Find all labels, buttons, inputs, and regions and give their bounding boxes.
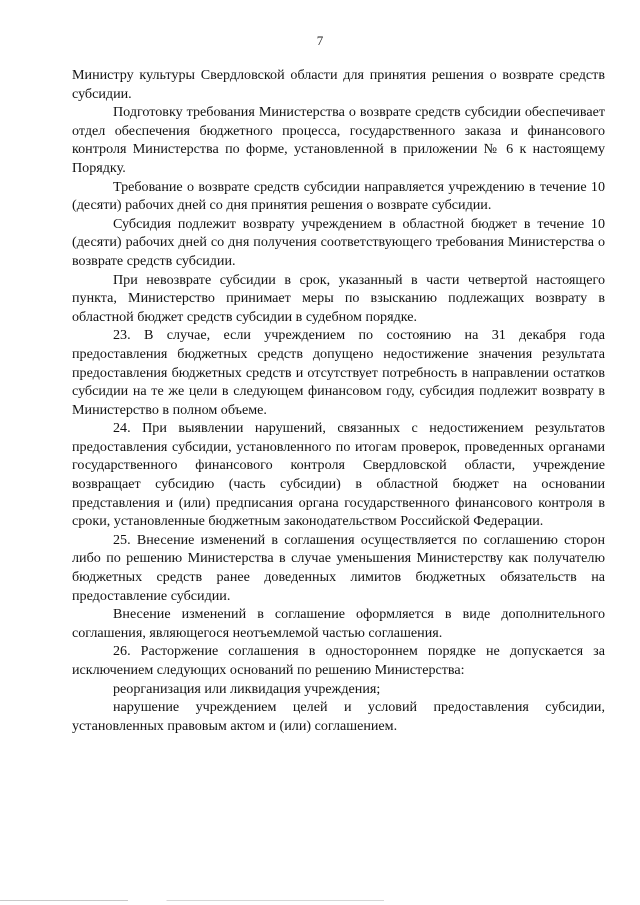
paragraph-item-23: 23. В случае, если учреждением по состоянию на 31 декабря года предоставления бюджетных средств допущено недостижение значения результата предоставления бюджетных средств и отсутствует потребность в направлении остатков субсидии на те же цели в следующем финансовом году, субсидия подлежит возврату в Министерство в полном объеме. [72,327,605,418]
document-body [72,66,605,735]
paragraph-amendment-form: Внесение изменений в соглашение оформляется в виде дополнительного соглашения, являющегося неотъемлемой частью соглашения. [72,606,605,641]
scan-edge-line [0,900,640,901]
paragraph-requirement-preparation: Подготовку требования Министерства о возврате средств субсидии обеспечивает отдел обеспечения бюджетного процесса, государственного заказа и финансового контроля Министерства по форме, установленной в приложении № 6 к настоящему Порядку. [72,104,605,176]
paragraph-item-25: 25. Внесение изменений в соглашения осуществляется по соглашению сторон либо по решению Министерства в случае уменьшения Министерству как получателю бюджетных средств ранее доведенных лимитов бюджетных обязательств на предоставление субсидии. [72,531,605,604]
paragraph-item-26: 26. Расторжение соглашения в одностороннем порядке не допускается за исключением следующих оснований по решению Министерства: [72,643,605,678]
paragraph-violation: нарушение учреждением целей и условий предоставления субсидии, установленных правовым актом и (или) соглашением. [72,699,605,734]
paragraph-item-24: 24. При выявлении нарушений, связанных с недостижением результатов предоставления субсидии, установленного по итогам проверок, проведенных органами государственного финансового контроля Свердловской области, учреждение возвращает субсидию (часть субсидии) в областной бюджет на основании представления и (или) предписания органа государственного финансового контроля в сроки, установленные бюджетным законодательством Российской Федерации. [72,420,605,530]
paragraph-continuation: Министру культуры Свердловской области для принятия решения о возврате средств субсидии. [72,67,605,102]
paragraph-subsidy-return: Субсидия подлежит возврату учреждением в областной бюджет в течение 10 (десяти) рабочих дней со дня получения соответствующего требования Министерства о возврате средств субсидии. [72,215,605,269]
paragraph-court-recovery: При невозврате субсидии в срок, указанный в части четвертой настоящего пункта, Министерство принимает меры по взысканию подлежащих возврату в областной бюджет средств субсидии в судебном порядке. [72,271,605,325]
page-number: 7 [316,33,324,48]
paragraph-requirement-sending: Требование о возврате средств субсидии направляется учреждению в течение 10 (десяти) рабочих дней со дня принятия решения о возврате субсидии. [72,178,605,214]
paragraph-reorganization: реорганизация или ликвидация учреждения; [113,680,381,697]
